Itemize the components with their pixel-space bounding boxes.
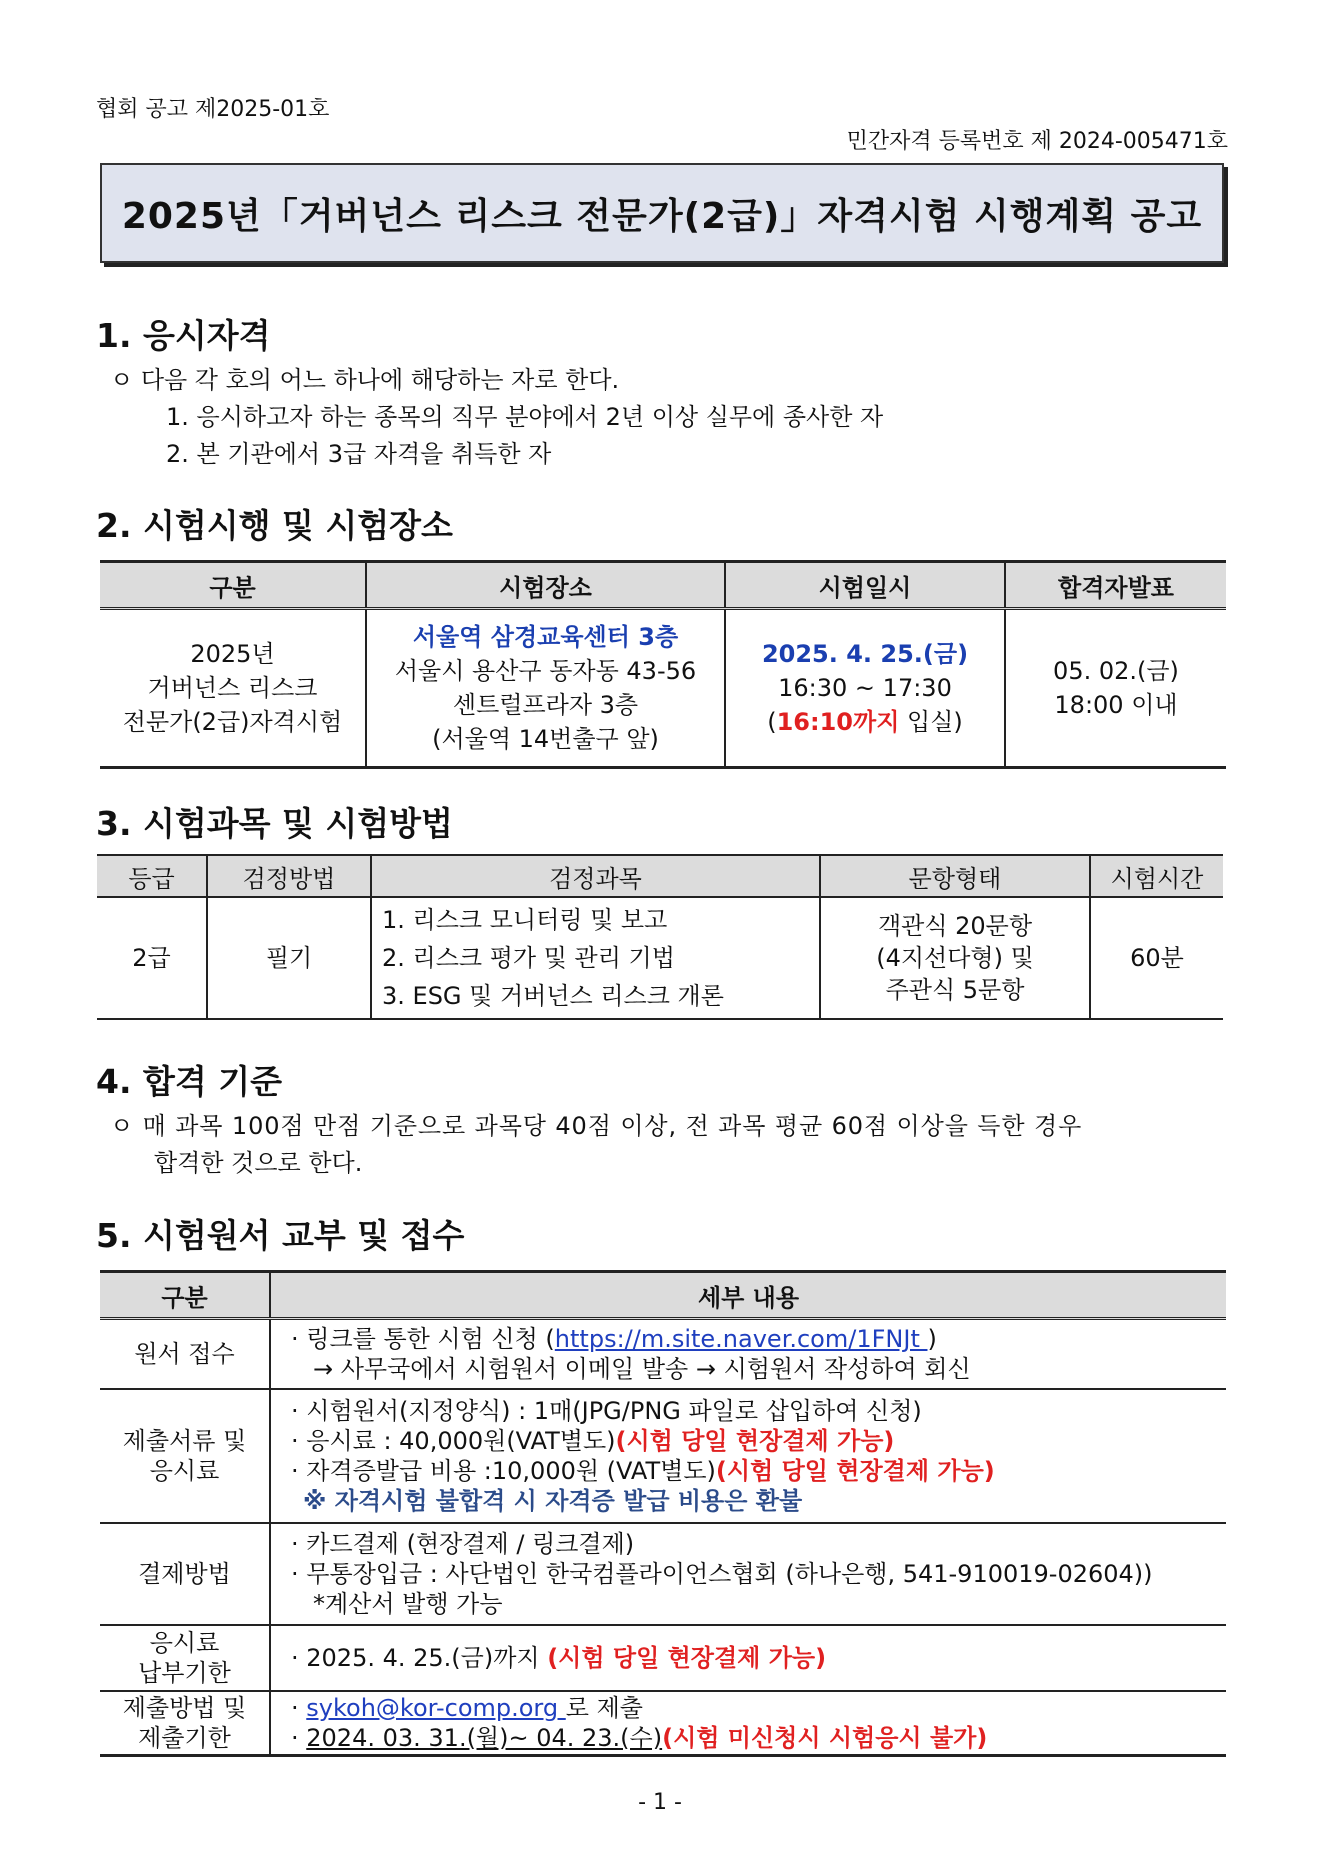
announce-date: 05. 02.(금) [1053,657,1179,685]
subject-item: 1. 리스크 모니터링 및 보고 [382,906,668,934]
apply-line-2: → 사무국에서 시험원서 이메일 발송 → 시험원서 작성하여 회신 [313,1355,971,1383]
row-content [270,1389,1226,1523]
duration-cell: 60분 [1090,897,1223,1019]
section-5-heading: 5. 시험원서 교부 및 접수 [96,1216,465,1255]
venue-address: 서울시 용산구 동자동 43-56 [394,657,697,685]
deadline-note: (시험 당일 현장결제 가능) [547,1644,827,1672]
venue-cell [366,609,725,768]
row-content [270,1319,1226,1390]
registration-number: 민간자격 등록번호 제 2024-005471호 [846,129,1228,154]
page-title: 2025년「거버넌스 리스크 전문가(2급)」자격시험 시행계획 공고 [121,195,1203,237]
grade-cell: 2급 [132,944,171,972]
submit-line-2 [291,1723,1226,1753]
exam-date: 2025. 4. 25.(금) [761,640,969,668]
apply-text: · 링크를 통한 시험 신청 ( [291,1325,555,1353]
subject-item: 3. ESG 및 거버넌스 리스크 개론 [382,982,724,1010]
email-link[interactable]: sykoh@kor-comp.org [306,1694,566,1722]
payment-line: · 무통장입금 : 사단법인 한국컴플라이언스협회 (하나은행, 541-910019-02604)) [291,1560,1153,1588]
bullet: · [291,1724,307,1752]
subjects-cell [371,897,820,1019]
col-header: 세부 내용 [270,1272,1226,1319]
col-header: 검정과목 [371,855,820,897]
deadline-text: · 2025. 4. 25.(금)까지 [291,1644,548,1672]
row-label-line: 납부기한 [138,1659,231,1687]
venue-building: 센트럴프라자 3층 [452,691,639,719]
refund-note: ※ 자격시험 불합격 시 자격증 발급 비용은 환불 [303,1487,803,1515]
col-header: 시험일시 [725,562,1005,609]
section-3-heading: 3. 시험과목 및 시험방법 [96,804,453,843]
entry-time: 16:10까지 [776,708,900,736]
page-number: - 1 - [638,1790,682,1815]
row-label [100,1691,270,1756]
exam-name-line: 전문가(2급)자격시험 [122,708,343,736]
format-line: 주관식 5문항 [885,976,1025,1004]
exam-name-cell [100,609,366,768]
entry-rest: 입실) [899,708,963,736]
s4-criteria-line-1: ㅇ 매 과목 100점 만점 기준으로 과목당 40점 이상, 전 과목 평균 60점 이상을 득한 경우 [110,1112,1083,1140]
format-line: 객관식 20문항 [877,912,1033,940]
row-content [270,1625,1226,1691]
col-header: 검정방법 [207,855,371,897]
application-table [100,1270,1226,1757]
table-row [100,609,1226,768]
row-label-line: 응시료 [149,1629,220,1657]
fee-line [291,1426,1226,1456]
submit-note: (시험 미신청시 시험응시 불가) [662,1724,988,1752]
table-row [100,1691,1226,1756]
submit-line-1 [291,1693,1226,1723]
section-1-heading: 1. 응시자격 [96,316,271,355]
col-header: 시험장소 [366,562,725,609]
table-row [100,1625,1226,1691]
submit-text: 로 제출 [565,1694,643,1722]
row-label-line: 제출방법 및 [122,1694,247,1722]
docs-line: · 시험원서(지정양식) : 1매(JPG/PNG 파일로 삽입하여 신청) [291,1397,922,1425]
cert-fee-note: (시험 당일 현장결제 가능) [715,1457,995,1485]
payment-line: · 카드결제 (현장결제 / 링크결제) [291,1530,635,1558]
col-header: 구분 [100,562,366,609]
table-row [97,897,1223,1019]
apply-text-end: ) [927,1325,937,1353]
row-label-line: 응시료 [149,1457,220,1485]
section-2-heading: 2. 시험시행 및 시험장소 [96,506,453,545]
apply-line-1 [291,1324,1226,1354]
bullet: · [291,1694,307,1722]
announce-time: 18:00 이내 [1054,691,1178,719]
document-number: 협회 공고 제2025-01호 [96,97,330,122]
subject-item: 2. 리스크 평가 및 관리 기법 [382,944,675,972]
venue-name: 서울역 삼경교육센터 3층 [412,623,679,651]
entry-time-line [726,705,1004,739]
col-header: 문항형태 [820,855,1090,897]
table-row [100,1389,1226,1523]
format-line: (4지선다형) 및 [876,944,1034,972]
method-cell: 필기 [207,897,371,1019]
s1-item-2: 2. 본 기관에서 3급 자격을 취득한 자 [166,440,552,468]
format-cell [820,897,1090,1019]
cert-fee-text: · 자격증발급 비용 :10,000원 (VAT별도) [291,1457,716,1485]
section-4-heading: 4. 합격 기준 [96,1062,282,1101]
s1-intro: ㅇ 다음 각 호의 어느 하나에 해당하는 자로 한다. [110,366,620,394]
row-label: 원서 접수 [100,1319,270,1390]
exam-name-line: 거버넌스 리스크 [147,674,318,702]
row-content [270,1523,1226,1625]
title-box [100,163,1224,263]
announce-cell [1005,609,1226,768]
invoice-note: *계산서 발행 가능 [313,1590,503,1618]
venue-note: (서울역 14번출구 앞) [432,725,659,753]
row-content [270,1691,1226,1756]
table-row [100,1523,1226,1625]
row-label-line: 제출기한 [138,1724,231,1752]
apply-link[interactable]: https://m.site.naver.com/1FNJt [554,1325,928,1353]
fee-text: · 응시료 : 40,000원(VAT별도) [291,1427,616,1455]
row-label [100,1389,270,1523]
col-header: 구분 [100,1272,270,1319]
row-label-line: 제출서류 및 [122,1427,247,1455]
s4-criteria-line-2: 합격한 것으로 한다. [154,1149,363,1177]
paren: ( [767,708,777,736]
col-header: 합격자발표 [1005,562,1226,609]
row-label [100,1625,270,1691]
exam-name-line: 2025년 [190,640,275,668]
cert-fee-line [291,1456,1226,1486]
table-row [100,1319,1226,1390]
exam-schedule-table [100,560,1226,769]
col-header: 시험시간 [1090,855,1223,897]
date-cell [725,609,1005,768]
submit-period: 2024. 03. 31.(월)~ 04. 23.(수) [306,1724,663,1752]
exam-time: 16:30 ~ 17:30 [778,674,952,702]
s1-item-1: 1. 응시하고자 하는 종목의 직무 분야에서 2년 이상 실무에 종사한 자 [166,403,884,431]
row-label: 결제방법 [100,1523,270,1625]
col-header: 등급 [97,855,207,897]
exam-subjects-table [97,854,1223,1020]
fee-note: (시험 당일 현장결제 가능) [615,1427,895,1455]
